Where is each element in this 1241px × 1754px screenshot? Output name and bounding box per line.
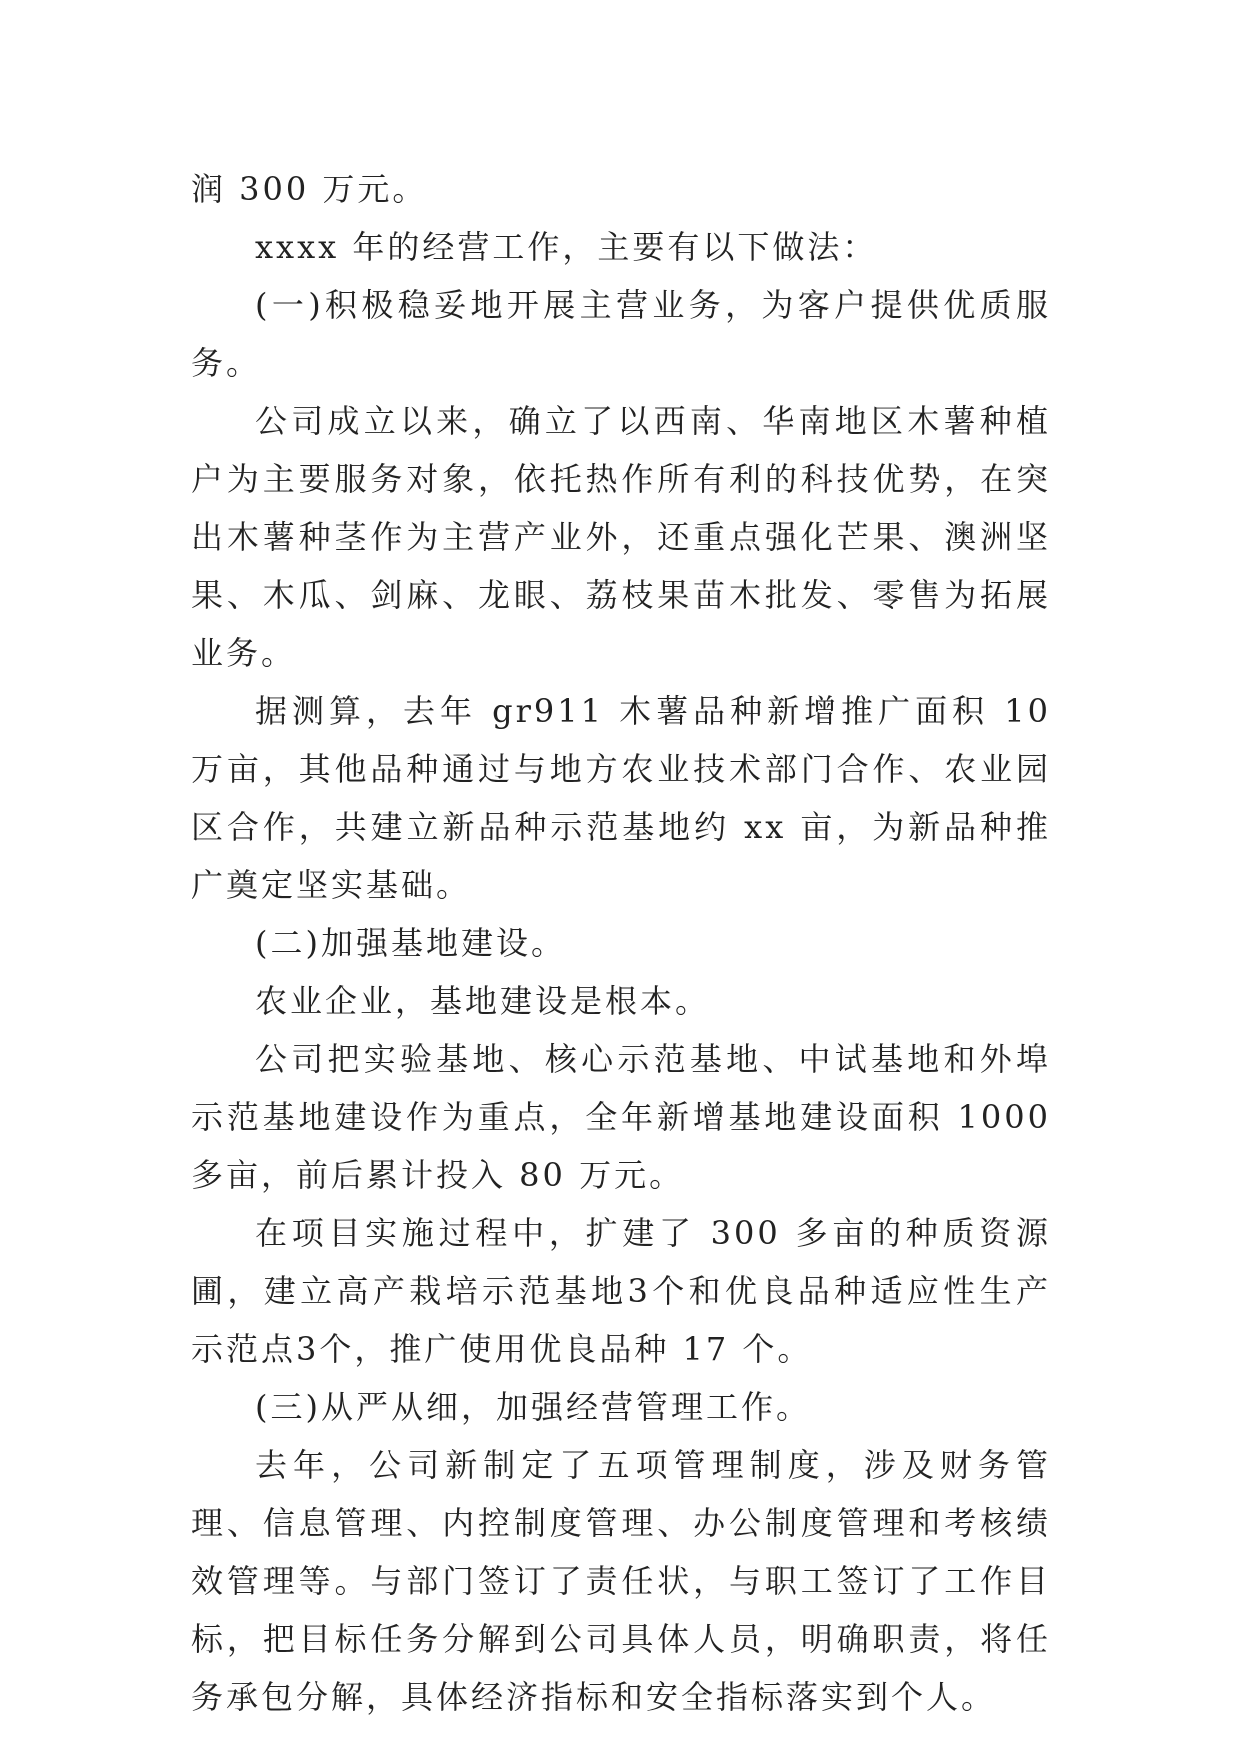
paragraph: 公司成立以来，确立了以西南、华南地区木薯种植户为主要服务对象，依托热作所有利的科技优势，在突出木薯种茎作为主营产业外，还重点强化芒果、澳洲坚果、木瓜、剑麻、龙眼、荔枝果苗木批发、零售为拓展业务。 (191, 402, 1051, 672)
section-heading-3: (三)从严从细，加强经营管理工作。 (255, 1388, 811, 1426)
paragraph-continuation: 润 300 万元。 (191, 170, 428, 208)
paragraph: 农业企业，基地建设是根本。 (255, 982, 711, 1020)
paragraph: 据测算，去年 gr911 木薯品种新增推广面积 10 万亩，其他品种通过与地方农业技术部门合作、农业园区合作，共建立新品种示范基地约 xx 亩，为新品种推广奠定坚实基础。 (191, 692, 1051, 904)
paragraph: 在项目实施过程中，扩建了 300 多亩的种质资源圃，建立高产栽培示范基地3个和优良品种适应性生产示范点3个，推广使用优良品种 17 个。 (191, 1214, 1051, 1368)
section-heading-1: (一)积极稳妥地开展主营业务，为客户提供优质服务。 (191, 286, 1051, 382)
section-heading-2: (二)加强基地建设。 (255, 924, 566, 962)
document-body (191, 160, 1051, 1726)
paragraph-intro: xxxx 年的经营工作，主要有以下做法： (255, 228, 878, 266)
paragraph: 公司把实验基地、核心示范基地、中试基地和外埠示范基地建设作为重点，全年新增基地建设面积 1000 多亩，前后累计投入 80 万元。 (191, 1040, 1051, 1194)
paragraph: 去年，公司新制定了五项管理制度，涉及财务管理、信息管理、内控制度管理、办公制度管理和考核绩效管理等。与部门签订了责任状，与职工签订了工作目标，把目标任务分解到公司具体人员，明确职责，将任务承包分解，具体经济指标和安全指标落实到个人。 (191, 1446, 1051, 1716)
